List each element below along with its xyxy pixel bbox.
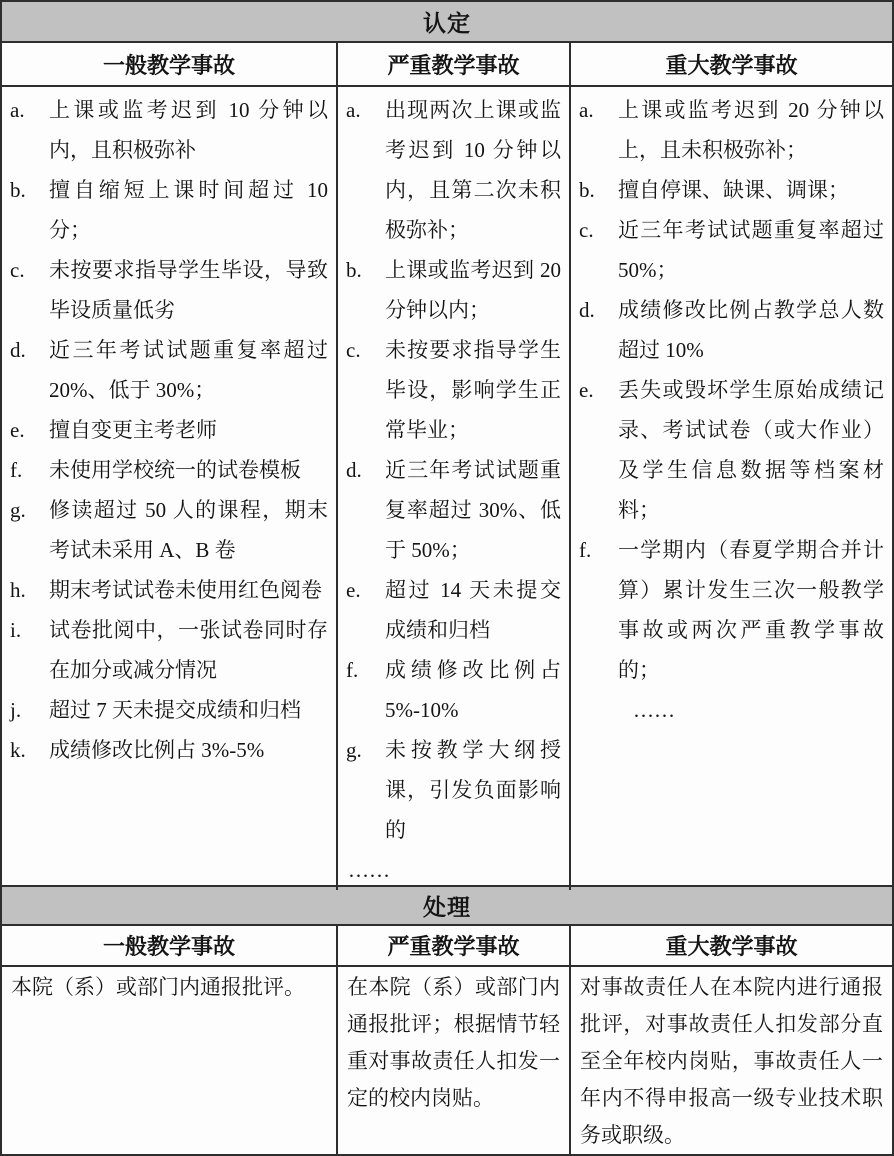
column-header-major: 重大教学事故 (665, 934, 798, 959)
item-marker: c. (10, 258, 25, 282)
item-text: 超过 14 天未提交成绩和归档 (385, 578, 561, 642)
handling-serious-cell: 在本院（系）或部门内通报批评；根据情节轻重对事故责任人扣发一定的校内岗贴。 (338, 967, 571, 1154)
item-text: 一学期内（春夏学期合并计算）累计发生三次一般教学事故或两次严重教学事故的； (618, 538, 884, 682)
ellipsis: …… (348, 858, 390, 882)
item-marker: f. (346, 658, 359, 682)
list-item (346, 450, 561, 570)
list-item (346, 570, 561, 650)
list-item (10, 490, 328, 570)
item-marker: e. (10, 418, 25, 442)
item-text: 近三年考试试题重复率超过 20%、低于 30%； (49, 338, 328, 402)
list-item (579, 530, 884, 690)
list-item (10, 610, 328, 690)
item-marker: b. (579, 178, 595, 202)
item-text: 期末考试试卷未使用红色阅卷 (49, 578, 322, 602)
list-item (10, 450, 328, 490)
item-text: 未按教学大纲授课，引发负面影响的 (385, 738, 561, 842)
column-header-general: 一般教学事故 (2, 43, 338, 85)
item-marker: f. (579, 538, 592, 562)
list-item (346, 650, 561, 730)
list-item (346, 730, 561, 850)
item-marker: g. (346, 738, 362, 762)
item-text: 成绩修改比例占 3%-5% (49, 738, 265, 762)
item-text: 近三年考试试题重复率超过 30%、低于 50%； (385, 458, 561, 562)
serious-accident-list-cell (338, 87, 571, 890)
section-title-determination: 认定 (2, 2, 892, 43)
item-marker: i. (10, 618, 22, 642)
item-text: 未按要求指导学生毕设，影响学生正常毕业； (385, 338, 561, 442)
handling-major-cell: 对事故责任人在本院内进行通报批评，对事故责任人扣发部分直至全年校内岗贴，事故责任人一年内不得申报高一级专业技术职务或职级。 (580, 975, 883, 1147)
list-item (10, 730, 328, 770)
item-marker: e. (346, 578, 361, 602)
item-text: 上课或监考迟到 20 分钟以上，且未积极弥补； (618, 98, 884, 162)
item-marker: h. (10, 578, 26, 602)
section-title-handling: 处理 (2, 887, 892, 926)
item-marker: d. (579, 298, 595, 322)
column-header-general: 一般教学事故 (2, 926, 338, 965)
item-marker: f. (10, 458, 23, 482)
item-text: 出现两次上课或监考迟到 10 分钟以内，且第二次未积极弥补； (385, 98, 561, 242)
item-marker: b. (10, 178, 26, 202)
item-text: 成绩修改比例占教学总人数超过 10% (618, 298, 884, 362)
list-item (346, 330, 561, 450)
column-header-serious: 严重教学事故 (338, 43, 571, 85)
list-item (10, 250, 328, 330)
item-marker: b. (346, 258, 362, 282)
item-text: 擅自变更主考老师 (49, 418, 217, 442)
item-text: 上课或监考迟到 20 分钟以内； (385, 258, 561, 322)
item-text: 丢失或毁坏学生原始成绩记录、考试试卷（或大作业）及学生信息数据等档案材料； (618, 378, 884, 522)
list-item (10, 170, 328, 250)
item-marker: e. (579, 378, 594, 402)
item-text: 未使用学校统一的试卷模板 (49, 458, 301, 482)
item-marker: d. (346, 458, 362, 482)
item-marker: d. (10, 338, 26, 362)
ellipsis: …… (633, 698, 675, 722)
list-item (10, 690, 328, 730)
item-text: 成绩修改比例占 5%-10% (385, 658, 561, 722)
list-item (10, 570, 328, 610)
determination-content-row (2, 87, 892, 887)
item-marker: a. (346, 98, 361, 122)
item-text: 擅自缩短上课时间超过 10 分； (49, 178, 328, 242)
item-marker: c. (346, 338, 361, 362)
list-item (10, 410, 328, 450)
column-header-major: 重大教学事故 (665, 52, 798, 78)
item-text: 未按要求指导学生毕设，导致毕设质量低劣 (49, 258, 328, 322)
item-text: 试卷批阅中，一张试卷同时存在加分或减分情况 (49, 618, 328, 682)
item-text: 上课或监考迟到 10 分钟以内，且积极弥补 (49, 98, 328, 162)
handling-general-cell: 本院（系）或部门内通报批评。 (2, 967, 338, 1154)
list-item (10, 330, 328, 410)
determination-header-row (2, 43, 892, 87)
item-marker: a. (10, 98, 25, 122)
list-item (579, 210, 884, 290)
column-header-serious: 严重教学事故 (338, 926, 571, 965)
item-text: 超过 7 天未提交成绩和归档 (49, 698, 301, 722)
general-accident-list-cell (2, 87, 338, 890)
list-item (346, 250, 561, 330)
major-accident-list-cell (571, 87, 892, 890)
handling-header-row (2, 926, 892, 967)
item-text: 擅自停课、缺课、调课； (618, 178, 849, 202)
list-item (579, 370, 884, 530)
item-marker: j. (10, 698, 22, 722)
list-item (346, 90, 561, 250)
list-item (579, 90, 884, 170)
list-item (579, 290, 884, 370)
item-marker: c. (579, 218, 594, 242)
item-marker: a. (579, 98, 594, 122)
handling-content-row (2, 967, 892, 1154)
list-item (579, 170, 884, 210)
item-text: 近三年考试试题重复率超过 50%； (618, 218, 884, 282)
item-marker: g. (10, 498, 26, 522)
list-item (10, 90, 328, 170)
item-marker: k. (10, 738, 26, 762)
item-text: 修读超过 50 人的课程，期末考试未采用 A、B 卷 (49, 498, 328, 562)
